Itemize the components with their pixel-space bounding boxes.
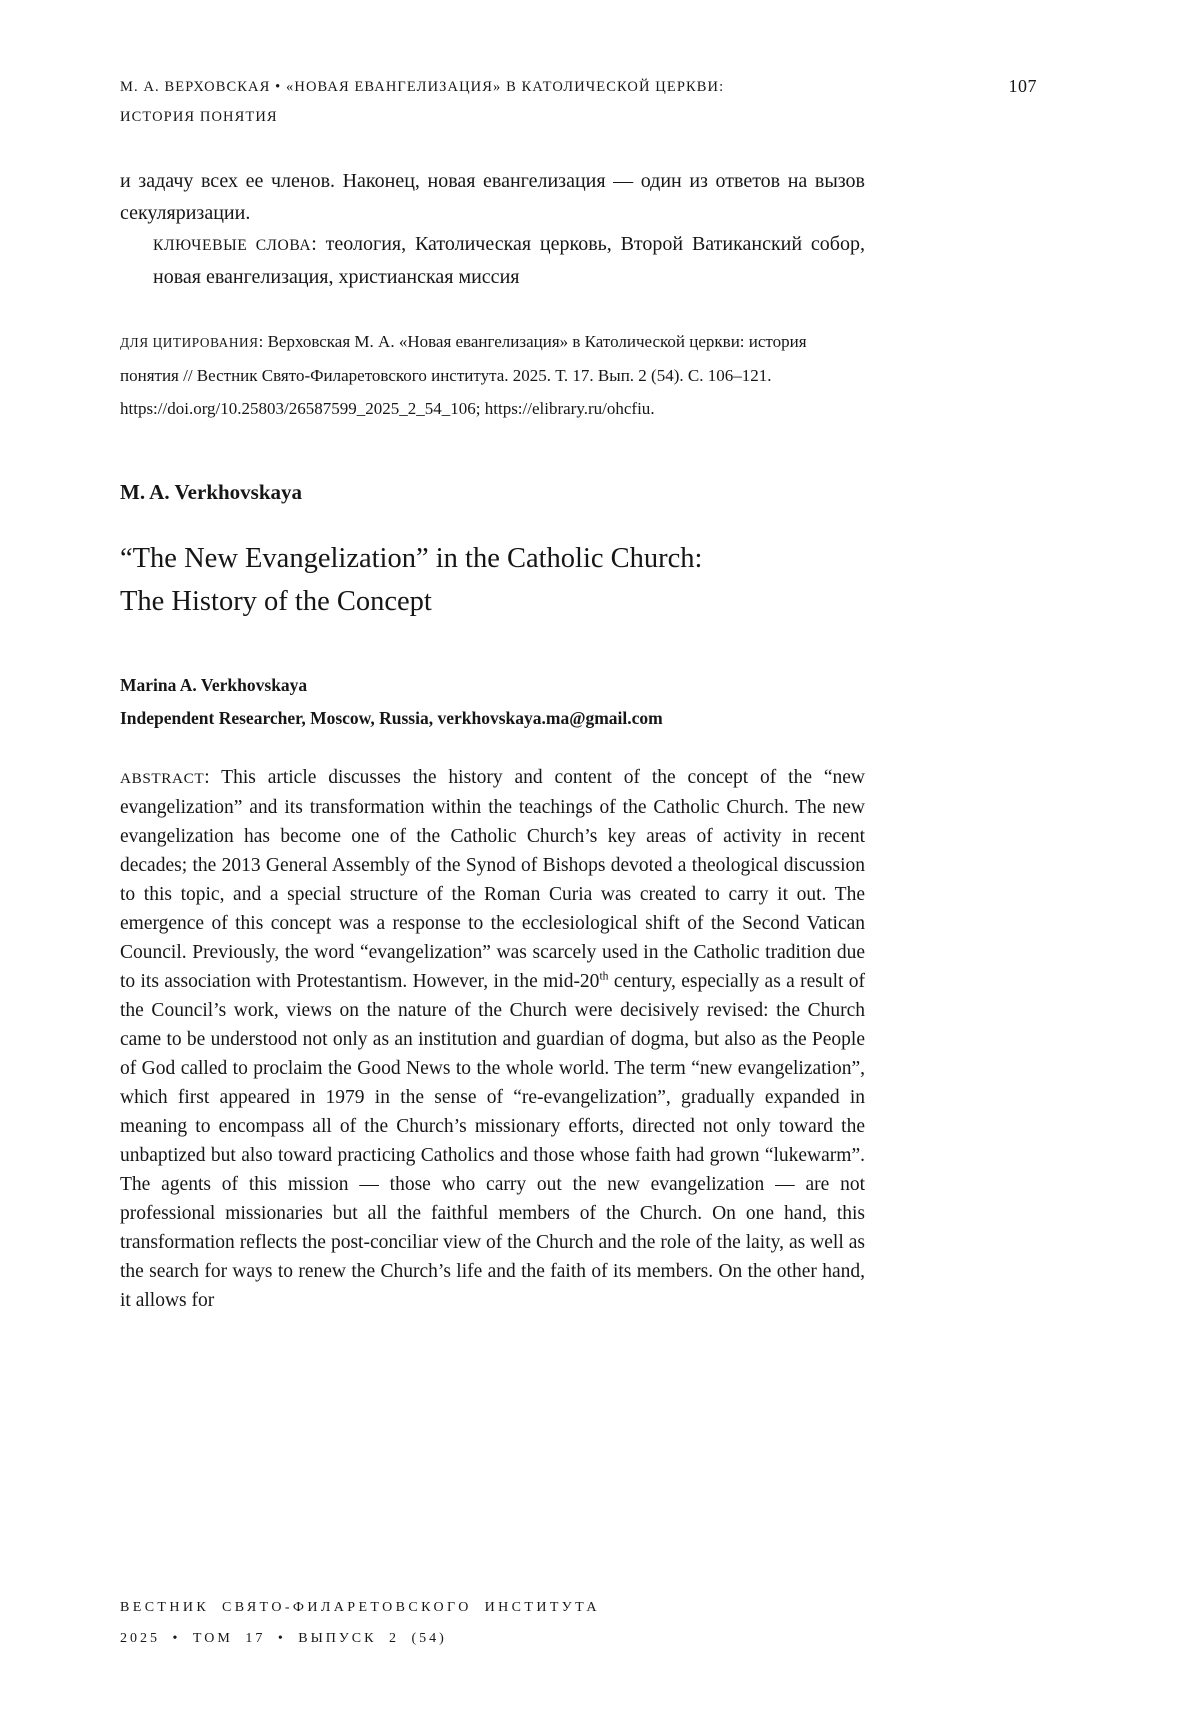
running-head-text [120, 72, 724, 132]
author-affiliation: Independent Researcher, Moscow, Russia, [120, 708, 438, 728]
abstract-paragraph [120, 763, 865, 1315]
lead-paragraph: и задачу всех ее членов. Наконец, новая евангелизация — один из ответов на вызов секуляризации. [120, 170, 865, 224]
keywords-paragraph [153, 229, 865, 293]
issue-line: 2025 • ТОМ 17 • ВЫПУСК 2 (54) [120, 1631, 447, 1646]
abstract-text-2: century, especially as a result of the Council’s work, views on the nature of the Church were decisively revised: the Church came to be understood not only as an institution and guardian of dogma, but also as the People of God called to proclaim the Good News to the whole world. The term “new evangelization”, which first appeared in 1979 in the sense of “re-evangelization”, gradually expanded in meaning to encompass all of the Church’s missionary efforts, directed not only toward the unbaptized but also toward practicing Catholics and those whose faith had grown “lukewarm”. The agents of this mission — those who carry out the new evangelization — are not professional missionaries but all the faithful members of the Church. On one hand, this transformation reflects the post-conciliar view of the Church and the role of the laity, as well as the search for ways to renew the Church’s life and the faith of its members. On the other hand, it allows for [120, 971, 865, 1311]
article-title-line-1: “The New Evangelization” in the Catholic Church: [120, 543, 703, 574]
article-column [120, 166, 865, 1315]
author-email[interactable]: verkhovskaya.ma@gmail.com [437, 708, 663, 728]
author-info [120, 669, 865, 735]
keywords-text: : теология, Католическая церковь, Второй Ватиканский собор, новая евангелизация, христианская миссия [153, 233, 865, 288]
author-heading: M. A. Verkhovskaya [120, 480, 303, 504]
keywords-label: КЛЮЧЕВЫЕ СЛОВА [153, 237, 312, 254]
elibrary-link[interactable]: https://elibrary.ru/ohcfiu [484, 399, 651, 418]
page-footer [120, 1592, 600, 1654]
doi-link[interactable]: https://doi.org/10.25803/26587599_2025_2_54_106 [120, 399, 476, 418]
abstract-text-1: : This article discusses the history and content of the concept of the “new evangelization” and its transformation within the teachings of the Catholic Church. The new evangelization has become one of the Catholic Church’s key areas of activity in recent decades; the 2013 General Assembly of the Synod of Bishops devoted a theological discussion to this topic, and a special structure of the Roman Curia was created to carry it out. The emergence of this concept was a response to the ecclesiological shift of the Second Vatican Council. Previously, the word “evangelization” was scarcely used in the Catholic tradition due to its association with Protestantism. However, in the mid-20 [120, 767, 865, 992]
author-name: Marina A. Verkhovskaya [120, 675, 308, 695]
journal-name: ВЕСТНИК СВЯТО-ФИЛАРЕТОВСКОГО ИНСТИТУТА [120, 1600, 600, 1615]
running-head-line-1: М. А. ВЕРХОВСКАЯ • «НОВАЯ ЕВАНГЕЛИЗАЦИЯ» В КАТОЛИЧЕСКОЙ ЦЕРКВИ: [120, 79, 725, 95]
page-number: 107 [1008, 76, 1037, 96]
citation-text: : Верховская М. А. «Новая евангелизация» в Католической церкви: история понятия // Вестник Свято-Филаретовского института. 2025. Т. 17. Вып. 2 (54). С. 106–121. [120, 332, 807, 385]
running-head-line-2: ИСТОРИЯ ПОНЯТИЯ [120, 109, 278, 125]
citation-separator: ; [475, 399, 485, 418]
citation-period: . [650, 399, 655, 418]
ordinal-superscript: th [599, 969, 609, 983]
article-title-line-2: The History of the Concept [120, 586, 432, 617]
abstract-label: ABSTRACT [120, 770, 205, 787]
running-head [120, 72, 1037, 132]
author-affiliation-line [120, 702, 865, 735]
citation-label: ДЛЯ ЦИТИРОВАНИЯ [120, 335, 259, 350]
article-title [120, 537, 865, 623]
citation-paragraph [120, 325, 865, 425]
